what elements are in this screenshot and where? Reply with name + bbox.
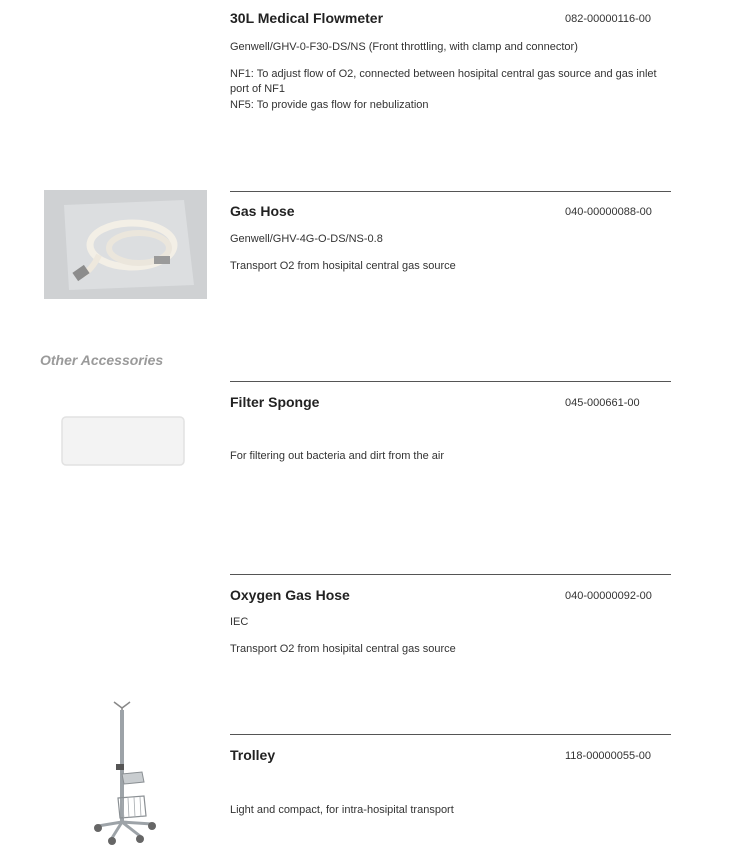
item-desc-line-2-flowmeter: port of NF1 bbox=[230, 83, 286, 95]
item-desc-line-1-flowmeter: NF1: To adjust flow of O2, connected between hosipital central gas source and gas inlet bbox=[230, 68, 657, 80]
item-title-gas-hose: Gas Hose bbox=[230, 203, 295, 219]
item-desc-oxygen-gas-hose: Transport O2 from hosipital central gas source bbox=[230, 643, 456, 655]
item-model-gas-hose: Genwell/GHV-4G-O-DS/NS-0.8 bbox=[230, 233, 383, 245]
item-title-flowmeter: 30L Medical Flowmeter bbox=[230, 10, 384, 26]
item-desc-gas-hose: Transport O2 from hosipital central gas source bbox=[230, 260, 456, 272]
divider-gas-hose bbox=[230, 191, 671, 192]
divider-filter-sponge bbox=[230, 381, 671, 382]
item-title-filter-sponge: Filter Sponge bbox=[230, 394, 320, 410]
divider-oxygen-gas-hose bbox=[230, 574, 671, 575]
item-desc-line-3-flowmeter: NF5: To provide gas flow for nebulization bbox=[230, 99, 429, 111]
item-model-flowmeter: Genwell/GHV-0-F30-DS/NS (Front throttling, with clamp and connector) bbox=[230, 41, 578, 53]
item-code-gas-hose: 040-00000088-00 bbox=[565, 206, 652, 218]
item-title-oxygen-gas-hose: Oxygen Gas Hose bbox=[230, 587, 350, 603]
filter-sponge-photo bbox=[60, 415, 186, 467]
item-code-filter-sponge: 045-000661-00 bbox=[565, 397, 640, 409]
section-heading-other-accessories: Other Accessories bbox=[40, 352, 164, 368]
item-model-oxygen-gas-hose: IEC bbox=[230, 616, 249, 628]
gas-hose-photo bbox=[44, 190, 207, 299]
trolley-photo bbox=[92, 698, 164, 851]
item-desc-filter-sponge: For filtering out bacteria and dirt from the air bbox=[230, 450, 444, 462]
item-code-flowmeter: 082-00000116-00 bbox=[565, 13, 652, 25]
item-code-oxygen-gas-hose: 040-00000092-00 bbox=[565, 590, 652, 602]
item-title-trolley: Trolley bbox=[230, 747, 276, 763]
divider-trolley bbox=[230, 734, 671, 735]
item-desc-trolley: Light and compact, for intra-hosipital transport bbox=[230, 804, 454, 816]
item-code-trolley: 118-00000055-00 bbox=[565, 750, 652, 762]
